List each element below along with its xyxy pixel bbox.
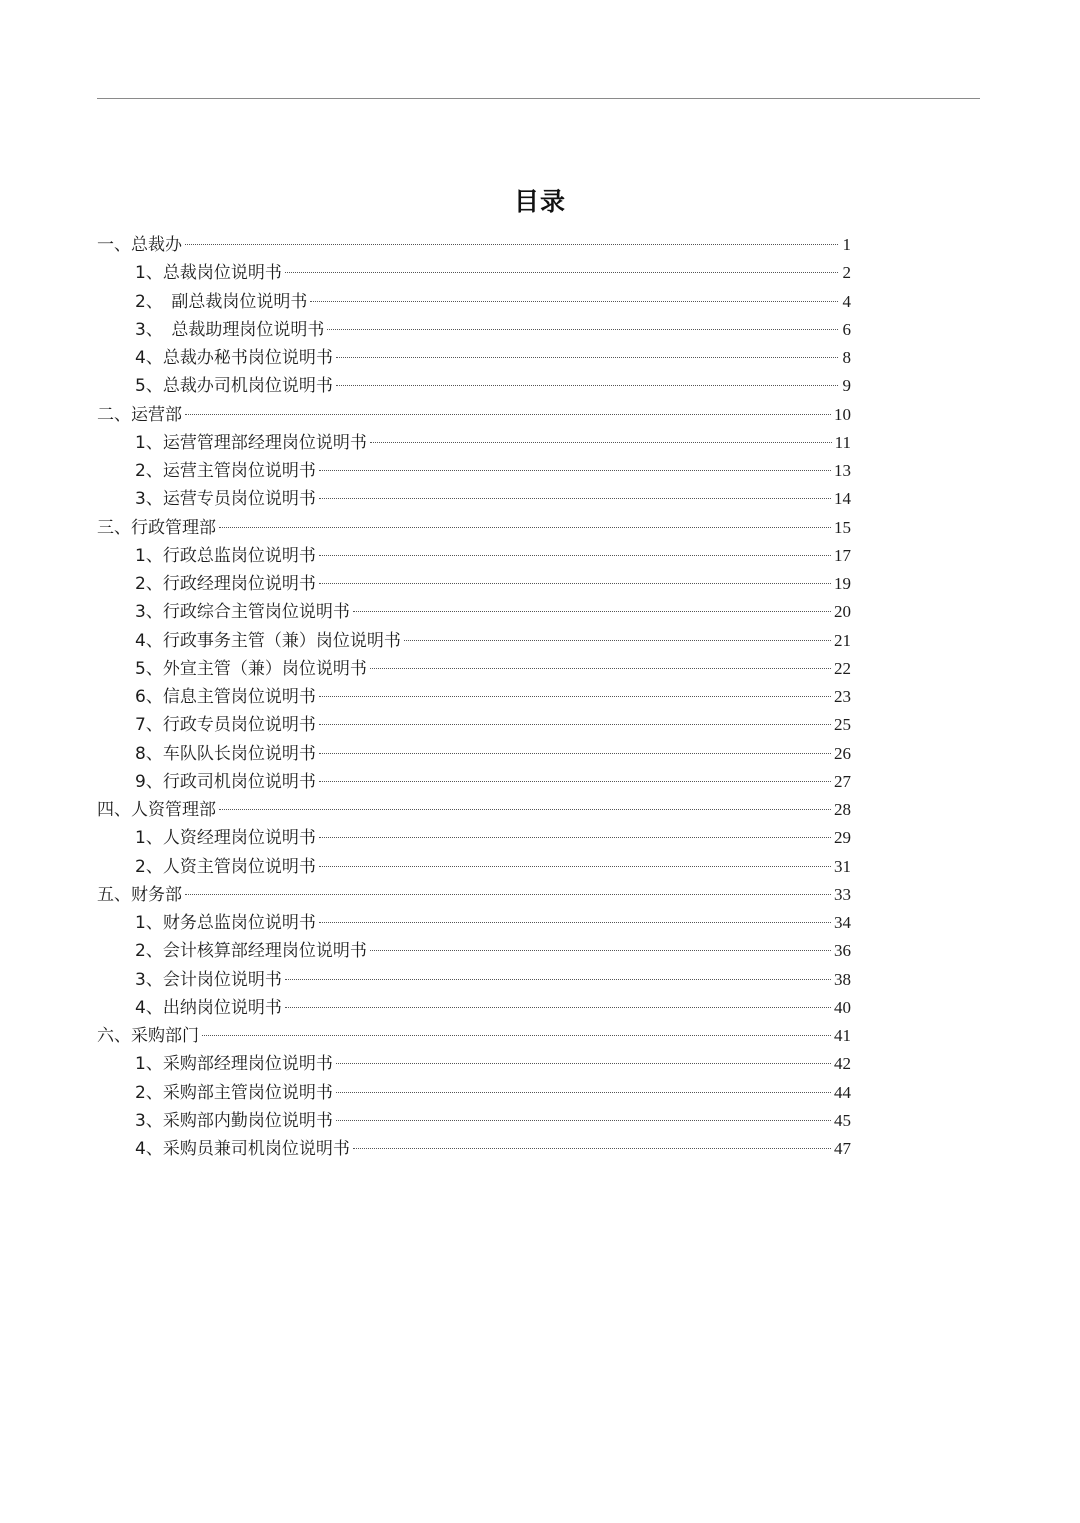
- toc-page-number: 9: [842, 376, 851, 396]
- toc-entry-title: 2、行政经理岗位说明书: [135, 574, 316, 594]
- toc-entry-title: 1、采购部经理岗位说明书: [135, 1054, 333, 1075]
- toc-dot-leader: [353, 611, 831, 612]
- toc-entry-title: 3、行政综合主管岗位说明书: [135, 602, 350, 623]
- toc-subentry[interactable]: [97, 1079, 851, 1107]
- toc-page-number: 29: [834, 828, 851, 848]
- toc-entry-title: 4、采购员兼司机岗位说明书: [135, 1139, 350, 1159]
- toc-dot-leader: [336, 385, 838, 386]
- toc-dot-leader: [404, 640, 831, 641]
- toc-entry-title: 1、财务总监岗位说明书: [135, 913, 316, 933]
- toc-dot-leader: [319, 555, 831, 556]
- toc-dot-leader: [336, 1120, 831, 1121]
- toc-page-number: 27: [834, 771, 851, 791]
- toc-dot-leader: [319, 753, 831, 754]
- toc-entry-title: 六、采购部门: [97, 1026, 199, 1046]
- toc-subentry[interactable]: [97, 344, 851, 372]
- toc-entry-title: 2、 副总裁岗位说明书: [135, 291, 308, 312]
- toc-dot-leader: [319, 922, 831, 923]
- toc-subentry[interactable]: [97, 937, 851, 965]
- toc-dot-leader: [185, 244, 838, 245]
- toc-entry-title: 4、行政事务主管（兼）岗位说明书: [135, 630, 401, 651]
- toc-entry-title: 一、总裁办: [97, 235, 182, 255]
- toc-page-number: 11: [834, 432, 851, 452]
- toc-dot-leader: [285, 1007, 831, 1008]
- toc-section-entry[interactable]: [97, 796, 851, 824]
- toc-entry-title: 三、行政管理部: [97, 517, 216, 538]
- toc-page-number: 10: [834, 404, 851, 424]
- toc-dot-leader: [202, 1035, 831, 1036]
- toc-page-number: 22: [834, 658, 851, 678]
- toc-entry-title: 2、人资主管岗位说明书: [135, 856, 316, 877]
- toc-subentry[interactable]: [97, 1107, 851, 1135]
- toc-entry-title: 二、运营部: [97, 404, 182, 425]
- toc-dot-leader: [336, 357, 838, 358]
- toc-entry-title: 4、出纳岗位说明书: [135, 997, 282, 1018]
- toc-entry-title: 1、人资经理岗位说明书: [135, 828, 316, 849]
- toc-subentry[interactable]: [97, 372, 851, 400]
- toc-page-number: 47: [834, 1139, 851, 1158]
- toc-page-number: 15: [834, 517, 851, 537]
- toc-subentry[interactable]: [97, 1050, 851, 1078]
- toc-entry-title: 2、运营主管岗位说明书: [135, 461, 316, 481]
- toc-dot-leader: [353, 1148, 831, 1149]
- toc-dot-leader: [319, 837, 831, 838]
- table-of-contents: [97, 231, 851, 1163]
- toc-page-number: 2: [842, 263, 851, 283]
- toc-page-number: 34: [834, 913, 851, 932]
- toc-page-number: 36: [834, 941, 851, 961]
- toc-subentry[interactable]: [97, 824, 851, 852]
- toc-dot-leader: [319, 781, 831, 782]
- toc-page-number: 14: [834, 489, 851, 509]
- toc-dot-leader: [370, 668, 831, 669]
- toc-dot-leader: [219, 527, 831, 528]
- toc-subentry[interactable]: [97, 570, 851, 598]
- toc-page-number: 1: [842, 235, 851, 254]
- toc-dot-leader: [285, 272, 838, 273]
- toc-page-number: 6: [842, 319, 851, 339]
- toc-subentry[interactable]: [97, 740, 851, 768]
- toc-section-entry[interactable]: [97, 401, 851, 429]
- toc-section-entry[interactable]: [97, 881, 851, 909]
- toc-entry-title: 1、总裁岗位说明书: [135, 263, 282, 284]
- toc-dot-leader: [370, 442, 832, 443]
- toc-subentry[interactable]: [97, 259, 851, 287]
- toc-subentry[interactable]: [97, 683, 851, 711]
- toc-page-number: 31: [834, 856, 851, 876]
- toc-entry-title: 3、 总裁助理岗位说明书: [135, 319, 325, 340]
- toc-entry-title: 8、车队队长岗位说明书: [135, 743, 316, 764]
- toc-dot-leader: [285, 979, 831, 980]
- toc-subentry[interactable]: [97, 853, 851, 881]
- toc-section-entry[interactable]: [97, 1022, 851, 1050]
- toc-subentry[interactable]: [97, 316, 851, 344]
- toc-dot-leader: [336, 1063, 831, 1064]
- toc-page-number: 21: [834, 630, 851, 650]
- toc-page-number: 26: [834, 743, 851, 763]
- toc-subentry[interactable]: [97, 909, 851, 937]
- toc-entry-title: 7、行政专员岗位说明书: [135, 715, 316, 736]
- toc-entry-title: 5、总裁办司机岗位说明书: [135, 376, 333, 397]
- toc-dot-leader: [319, 724, 831, 725]
- toc-page-number: 41: [834, 1026, 851, 1045]
- toc-entry-title: 3、采购部内勤岗位说明书: [135, 1110, 333, 1131]
- toc-dot-leader: [185, 894, 831, 895]
- toc-entry-title: 1、运营管理部经理岗位说明书: [135, 432, 367, 453]
- toc-page-number: 8: [842, 348, 851, 367]
- toc-subentry[interactable]: [97, 966, 851, 994]
- toc-subentry[interactable]: [97, 994, 851, 1022]
- toc-dot-leader: [336, 1092, 831, 1093]
- toc-subentry[interactable]: [97, 655, 851, 683]
- toc-entry-title: 4、总裁办秘书岗位说明书: [135, 348, 333, 368]
- toc-page-number: 4: [842, 291, 851, 311]
- toc-page-number: 25: [834, 715, 851, 735]
- page-title: 目录: [513, 187, 566, 216]
- toc-dot-leader: [319, 498, 831, 499]
- toc-dot-leader: [319, 866, 831, 867]
- toc-subentry[interactable]: [97, 1135, 851, 1163]
- toc-subentry[interactable]: [97, 627, 851, 655]
- toc-entry-title: 2、采购部主管岗位说明书: [135, 1082, 333, 1103]
- toc-entry-title: 3、会计岗位说明书: [135, 969, 282, 990]
- toc-entry-title: 6、信息主管岗位说明书: [135, 687, 316, 707]
- toc-dot-leader: [327, 329, 838, 330]
- toc-entry-title: 1、行政总监岗位说明书: [135, 545, 316, 566]
- header-rule: [97, 98, 980, 99]
- toc-subentry[interactable]: [97, 598, 851, 626]
- toc-page-number: 17: [834, 545, 851, 565]
- toc-dot-leader: [219, 809, 831, 810]
- toc-page-number: 13: [834, 461, 851, 480]
- toc-entry-title: 5、外宣主管（兼）岗位说明书: [135, 658, 367, 679]
- toc-page-number: 44: [834, 1082, 851, 1102]
- toc-entry-title: 五、财务部: [97, 884, 182, 905]
- toc-subentry[interactable]: [97, 711, 851, 739]
- toc-dot-leader: [319, 583, 831, 584]
- toc-page-number: 23: [834, 687, 851, 706]
- toc-section-entry[interactable]: [97, 514, 851, 542]
- toc-page-number: 42: [834, 1054, 851, 1074]
- toc-subentry[interactable]: [97, 485, 851, 513]
- toc-subentry[interactable]: [97, 429, 851, 457]
- toc-entry-title: 3、运营专员岗位说明书: [135, 489, 316, 510]
- toc-subentry[interactable]: [97, 288, 851, 316]
- toc-page-number: 19: [834, 574, 851, 593]
- toc-subentry[interactable]: [97, 457, 851, 485]
- toc-dot-leader: [319, 470, 831, 471]
- toc-dot-leader: [370, 950, 831, 951]
- toc-dot-leader: [310, 301, 838, 302]
- toc-page-number: 20: [834, 602, 851, 622]
- toc-page-number: 38: [834, 969, 851, 989]
- toc-page-number: 33: [834, 884, 851, 904]
- toc-entry-title: 9、行政司机岗位说明书: [135, 771, 316, 792]
- toc-dot-leader: [185, 414, 831, 415]
- toc-page-number: 40: [834, 997, 851, 1017]
- toc-section-entry[interactable]: [97, 231, 851, 259]
- toc-page-number: 45: [834, 1110, 851, 1130]
- toc-entry-title: 2、会计核算部经理岗位说明书: [135, 941, 367, 962]
- toc-subentry[interactable]: [97, 542, 851, 570]
- toc-dot-leader: [319, 696, 831, 697]
- toc-subentry[interactable]: [97, 768, 851, 796]
- toc-page-number: 28: [834, 800, 851, 819]
- toc-entry-title: 四、人资管理部: [97, 800, 216, 820]
